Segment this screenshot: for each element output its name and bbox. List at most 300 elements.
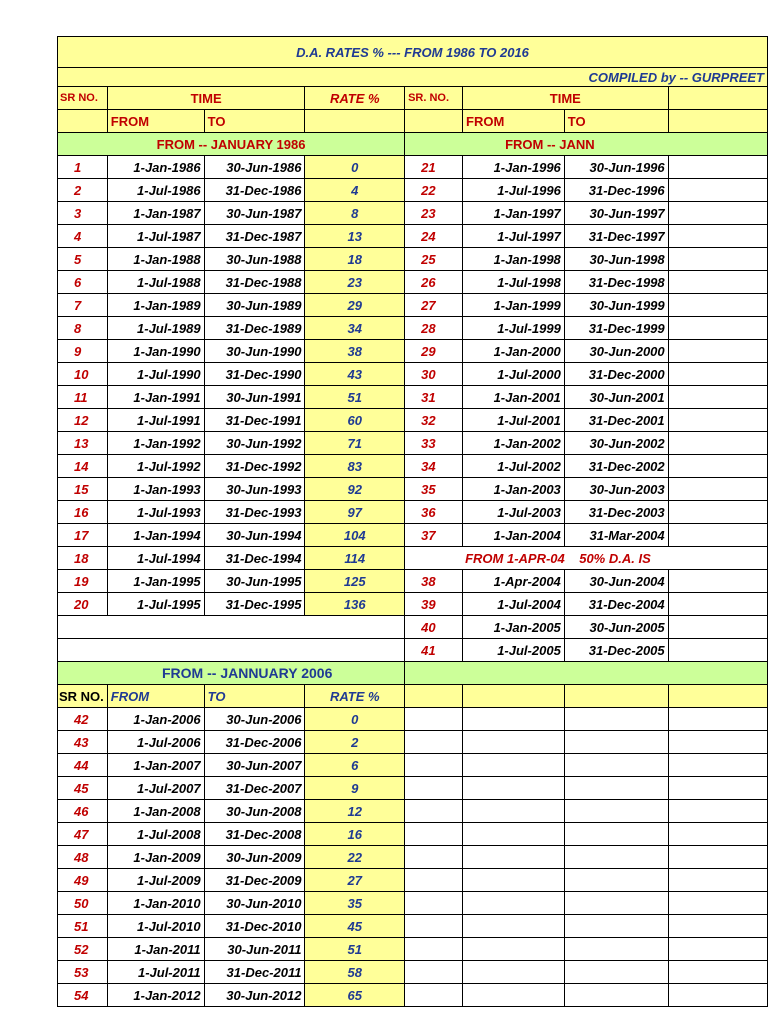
to-date: 31-Dec-1988: [204, 271, 305, 294]
from-date: 1-Jan-1999: [463, 294, 565, 317]
sr-number: 20: [58, 593, 108, 616]
to-date: 30-Jun-1996: [564, 156, 668, 179]
sr-number: 37: [405, 524, 463, 547]
sr-number: 36: [405, 501, 463, 524]
section-2006-label: FROM -- JANNUARY 2006: [58, 662, 405, 685]
from-date: 1-Jul-2001: [463, 409, 565, 432]
rate-cell: [668, 271, 767, 294]
header-sr-no: SR NO.: [58, 87, 108, 110]
to-date: 31-Dec-1994: [204, 547, 305, 570]
sr-number: 46: [58, 800, 108, 823]
sheet-title: D.A. RATES % --- FROM 1986 TO 2016: [58, 37, 768, 68]
rate-value: 43: [305, 363, 405, 386]
empty-cell: [405, 915, 463, 938]
sr-number: 9: [58, 340, 108, 363]
sr-number: 12: [58, 409, 108, 432]
sr-number: 33: [405, 432, 463, 455]
empty-cell: [668, 846, 767, 869]
da-note: FROM 1-APR-04 50% D.A. IS: [405, 547, 768, 570]
to-date: 31-Dec-2000: [564, 363, 668, 386]
from-date: 1-Jul-2009: [107, 869, 204, 892]
to-date: 30-Jun-2010: [204, 892, 305, 915]
empty-cell: [405, 846, 463, 869]
to-date: 31-Dec-1986: [204, 179, 305, 202]
rate-value: 83: [305, 455, 405, 478]
empty-cell: [668, 938, 767, 961]
sr-number: 22: [405, 179, 463, 202]
sr-number: 13: [58, 432, 108, 455]
rate-value: 104: [305, 524, 405, 547]
to-date: 31-Dec-2007: [204, 777, 305, 800]
empty-cell: [564, 823, 668, 846]
header-sr-no-2: SR. NO.: [405, 87, 463, 110]
empty-cell: [564, 777, 668, 800]
empty-cell: [668, 915, 767, 938]
empty-cell: [463, 869, 565, 892]
section-2006-row: [58, 662, 768, 685]
from-date: 1-Jan-2003: [463, 478, 565, 501]
from-date: 1-Jul-1998: [463, 271, 565, 294]
from-date: 1-Jul-1991: [107, 409, 204, 432]
sr-number: 1: [58, 156, 108, 179]
from-date: 1-Jan-2000: [463, 340, 565, 363]
from-date: 1-Jul-1988: [107, 271, 204, 294]
sr-number: 6: [58, 271, 108, 294]
empty-cell: [564, 846, 668, 869]
sr-number: 19: [58, 570, 108, 593]
to-date: 31-Dec-2003: [564, 501, 668, 524]
from-date: 1-Jan-2004: [463, 524, 565, 547]
to-date: 30-Jun-2007: [204, 754, 305, 777]
from-date: 1-Jul-2004: [463, 593, 565, 616]
from-date: 1-Jan-1993: [107, 478, 204, 501]
table-row: [58, 800, 768, 823]
rate-value: 51: [305, 938, 405, 961]
table-row: [58, 593, 768, 616]
sr-number: 4: [58, 225, 108, 248]
empty-cell: [405, 823, 463, 846]
from-date: 1-Jul-2005: [463, 639, 565, 662]
sr-number: 14: [58, 455, 108, 478]
to-date: 31-Dec-1996: [564, 179, 668, 202]
empty-cell: [564, 961, 668, 984]
to-date: 31-Dec-1999: [564, 317, 668, 340]
from-date: 1-Jul-2008: [107, 823, 204, 846]
rate-value: 9: [305, 777, 405, 800]
empty-cell: [463, 777, 565, 800]
to-date: 30-Jun-2009: [204, 846, 305, 869]
from-date: 1-Jan-2008: [107, 800, 204, 823]
subheader-sr-blank: [405, 110, 463, 133]
empty-cell: [463, 731, 565, 754]
sr-number: 11: [58, 386, 108, 409]
from-date: 1-Jan-2007: [107, 754, 204, 777]
table-row: [58, 248, 768, 271]
empty-cell: [668, 777, 767, 800]
header-sr-no: SR NO.: [58, 685, 108, 708]
to-date: 30-Jun-1998: [564, 248, 668, 271]
sr-number: 45: [58, 777, 108, 800]
sr-number: 28: [405, 317, 463, 340]
sr-number: 26: [405, 271, 463, 294]
rate-cell: [668, 179, 767, 202]
to-date: 30-Jun-1987: [204, 202, 305, 225]
to-date: 31-Dec-1990: [204, 363, 305, 386]
to-date: 31-Dec-2011: [204, 961, 305, 984]
from-date: 1-Jan-1986: [107, 156, 204, 179]
rate-value: 13: [305, 225, 405, 248]
from-date: 1-Jan-2005: [463, 616, 565, 639]
empty-cell: [463, 984, 565, 1007]
from-date: 1-Jan-1991: [107, 386, 204, 409]
rate-cell: [668, 593, 767, 616]
empty-cell: [668, 800, 767, 823]
header-time: TIME: [107, 87, 305, 110]
table-row: [58, 478, 768, 501]
rate-value: 2: [305, 731, 405, 754]
rate-value: 22: [305, 846, 405, 869]
sr-number: 41: [405, 639, 463, 662]
to-date: 31-Dec-2001: [564, 409, 668, 432]
to-date: 30-Jun-2011: [204, 938, 305, 961]
rate-value: 0: [305, 156, 405, 179]
from-date: 1-Jul-1987: [107, 225, 204, 248]
rate-value: 65: [305, 984, 405, 1007]
to-date: 30-Jun-2005: [564, 616, 668, 639]
to-date: 30-Jun-1999: [564, 294, 668, 317]
from-date: 1-Jan-2006: [107, 708, 204, 731]
from-date: 1-Jul-2003: [463, 501, 565, 524]
from-date: 1-Jan-2010: [107, 892, 204, 915]
empty-cell: [463, 892, 565, 915]
from-date: 1-Jul-2000: [463, 363, 565, 386]
empty-cell: [668, 708, 767, 731]
sr-number: 35: [405, 478, 463, 501]
to-date: 30-Jun-1997: [564, 202, 668, 225]
empty-cell: [405, 800, 463, 823]
to-date: 31-Dec-2004: [564, 593, 668, 616]
to-date: 31-Dec-1993: [204, 501, 305, 524]
from-date: 1-Jul-1989: [107, 317, 204, 340]
empty-cell: [668, 823, 767, 846]
header-blank: [405, 685, 463, 708]
sr-number: 27: [405, 294, 463, 317]
empty-cell: [668, 892, 767, 915]
from-date: 1-Jul-1990: [107, 363, 204, 386]
rate-value: 27: [305, 869, 405, 892]
rate-value: 16: [305, 823, 405, 846]
subheader-to-2: TO: [564, 110, 668, 133]
to-date: 30-Jun-2008: [204, 800, 305, 823]
table-row: [58, 317, 768, 340]
sr-number: 42: [58, 708, 108, 731]
table-row: [58, 294, 768, 317]
to-date: 30-Jun-2001: [564, 386, 668, 409]
empty-cell: [463, 915, 565, 938]
table-row: [58, 179, 768, 202]
from-date: 1-Jan-1996: [463, 156, 565, 179]
table-row: [58, 754, 768, 777]
empty-cell: [564, 754, 668, 777]
table-row: [58, 708, 768, 731]
empty-cell: [668, 731, 767, 754]
compiled-by: COMPILED by -- GURPREET: [58, 68, 768, 87]
sr-number: 29: [405, 340, 463, 363]
to-date: 31-Dec-1989: [204, 317, 305, 340]
empty-cell: [405, 938, 463, 961]
to-date: 30-Jun-2000: [564, 340, 668, 363]
from-date: 1-Jan-2012: [107, 984, 204, 1007]
section-2006-header: [58, 685, 768, 708]
rate-value: 6: [305, 754, 405, 777]
table-row: [58, 892, 768, 915]
sr-number: 23: [405, 202, 463, 225]
empty-cell: [668, 869, 767, 892]
rate-value: 97: [305, 501, 405, 524]
empty-cell: [405, 961, 463, 984]
rate-value: 4: [305, 179, 405, 202]
sr-number: 48: [58, 846, 108, 869]
header-rate: RATE %: [305, 685, 405, 708]
sr-number: 32: [405, 409, 463, 432]
table-row: [58, 501, 768, 524]
sr-number: 18: [58, 547, 108, 570]
empty-cell: [405, 869, 463, 892]
to-date: 30-Jun-1992: [204, 432, 305, 455]
sr-number: 3: [58, 202, 108, 225]
empty-cell: [463, 938, 565, 961]
empty-cell: [564, 708, 668, 731]
from-date: 1-Jul-1993: [107, 501, 204, 524]
header-rate: RATE %: [305, 87, 405, 110]
rate-cell: [668, 202, 767, 225]
section-2006-blank: [405, 662, 768, 685]
table-row: [58, 202, 768, 225]
header-blank: [463, 685, 565, 708]
empty-cell: [463, 800, 565, 823]
sr-number: 31: [405, 386, 463, 409]
section-1986-label: FROM -- JANUARY 1986: [58, 133, 405, 156]
subheader-blank: [58, 110, 108, 133]
header-blank: [668, 87, 767, 110]
header-time-2: TIME: [463, 87, 669, 110]
empty-cell: [405, 731, 463, 754]
rate-value: 35: [305, 892, 405, 915]
rate-cell: [668, 524, 767, 547]
rate-cell: [668, 432, 767, 455]
table-row: [58, 846, 768, 869]
to-date: 30-Jun-1994: [204, 524, 305, 547]
empty-cell: [564, 938, 668, 961]
to-date: 31-Dec-2008: [204, 823, 305, 846]
empty-cell: [405, 708, 463, 731]
rate-value: 71: [305, 432, 405, 455]
table-row: [58, 409, 768, 432]
from-date: 1-Jan-1989: [107, 294, 204, 317]
empty-cell: [564, 915, 668, 938]
from-date: 1-Jul-2002: [463, 455, 565, 478]
sr-number: 7: [58, 294, 108, 317]
rate-value: 136: [305, 593, 405, 616]
from-date: 1-Apr-2004: [463, 570, 565, 593]
rate-value: 12: [305, 800, 405, 823]
table-row: [58, 547, 768, 570]
header-blank: [668, 685, 767, 708]
table-row: [58, 616, 768, 639]
sr-number: 15: [58, 478, 108, 501]
table-row: [58, 777, 768, 800]
empty-cell: [463, 754, 565, 777]
to-date: 30-Jun-1988: [204, 248, 305, 271]
rate-value: 58: [305, 961, 405, 984]
from-date: 1-Jul-2007: [107, 777, 204, 800]
rate-cell: [668, 409, 767, 432]
table-row: [58, 570, 768, 593]
sr-number: 16: [58, 501, 108, 524]
table-row: [58, 271, 768, 294]
rate-cell: [668, 455, 767, 478]
to-date: 31-Mar-2004: [564, 524, 668, 547]
sr-number: 2: [58, 179, 108, 202]
to-date: 31-Dec-1991: [204, 409, 305, 432]
empty-cell: [564, 731, 668, 754]
rate-value: 34: [305, 317, 405, 340]
from-date: 1-Jul-1999: [463, 317, 565, 340]
rate-value: 51: [305, 386, 405, 409]
table-row: [58, 225, 768, 248]
rate-value: 29: [305, 294, 405, 317]
rate-cell: [668, 363, 767, 386]
sr-number: 24: [405, 225, 463, 248]
from-date: 1-Jan-1987: [107, 202, 204, 225]
rate-value: 45: [305, 915, 405, 938]
empty-cell: [668, 984, 767, 1007]
subheader-blank-2: [668, 110, 767, 133]
empty-cell: [564, 892, 668, 915]
empty-cell: [668, 961, 767, 984]
table-row: [58, 386, 768, 409]
to-date: 31-Dec-1987: [204, 225, 305, 248]
sr-number: 8: [58, 317, 108, 340]
rate-value: 92: [305, 478, 405, 501]
empty-cell: [668, 754, 767, 777]
sr-number: 30: [405, 363, 463, 386]
rate-value: 18: [305, 248, 405, 271]
subheader-from-2: FROM: [463, 110, 565, 133]
rate-cell: [668, 478, 767, 501]
empty-cell: [463, 823, 565, 846]
rate-cell: [668, 340, 767, 363]
sr-number: 25: [405, 248, 463, 271]
table-row: [58, 961, 768, 984]
rate-value: 23: [305, 271, 405, 294]
empty-cell: [405, 777, 463, 800]
table-row: [58, 432, 768, 455]
table-row: [58, 639, 768, 662]
from-date: 1-Jan-1992: [107, 432, 204, 455]
sr-number: 54: [58, 984, 108, 1007]
to-date: 30-Jun-1991: [204, 386, 305, 409]
from-date: 1-Jul-2010: [107, 915, 204, 938]
from-date: 1-Jan-1997: [463, 202, 565, 225]
subheader-from: FROM: [107, 110, 204, 133]
from-date: 1-Jul-1995: [107, 593, 204, 616]
rate-value: 60: [305, 409, 405, 432]
to-date: 31-Dec-2006: [204, 731, 305, 754]
sr-number: 51: [58, 915, 108, 938]
sr-number: 38: [405, 570, 463, 593]
table-row: [58, 984, 768, 1007]
to-date: 31-Dec-2009: [204, 869, 305, 892]
from-date: 1-Jul-1997: [463, 225, 565, 248]
empty-cell: [58, 639, 405, 662]
from-date: 1-Jan-2001: [463, 386, 565, 409]
from-date: 1-Jan-1990: [107, 340, 204, 363]
to-date: 31-Dec-1995: [204, 593, 305, 616]
from-date: 1-Jan-2011: [107, 938, 204, 961]
subheader-rate-blank: [305, 110, 405, 133]
table-row: [58, 455, 768, 478]
sr-number: 49: [58, 869, 108, 892]
da-rates-table: [57, 36, 768, 1007]
to-date: 30-Jun-1990: [204, 340, 305, 363]
to-date: 30-Jun-1989: [204, 294, 305, 317]
to-date: 31-Dec-1997: [564, 225, 668, 248]
from-date: 1-Jul-1994: [107, 547, 204, 570]
rate-cell: [668, 225, 767, 248]
from-date: 1-Jan-1995: [107, 570, 204, 593]
table-row: [58, 823, 768, 846]
sr-number: 43: [58, 731, 108, 754]
empty-cell: [405, 754, 463, 777]
from-date: 1-Jan-1998: [463, 248, 565, 271]
rate-value: 125: [305, 570, 405, 593]
from-date: 1-Jan-1988: [107, 248, 204, 271]
empty-cell: [463, 708, 565, 731]
rate-cell: [668, 570, 767, 593]
table-row: [58, 938, 768, 961]
table-row: [58, 340, 768, 363]
header-blank: [564, 685, 668, 708]
empty-cell: [564, 984, 668, 1007]
empty-cell: [405, 892, 463, 915]
sr-number: 47: [58, 823, 108, 846]
empty-cell: [564, 869, 668, 892]
from-date: 1-Jul-2006: [107, 731, 204, 754]
to-date: 30-Jun-2006: [204, 708, 305, 731]
rate-value: 38: [305, 340, 405, 363]
empty-cell: [58, 616, 405, 639]
rate-cell: [668, 317, 767, 340]
to-date: 30-Jun-1986: [204, 156, 305, 179]
sr-number: 50: [58, 892, 108, 915]
sr-number: 5: [58, 248, 108, 271]
from-date: 1-Jan-2002: [463, 432, 565, 455]
to-date: 30-Jun-2003: [564, 478, 668, 501]
from-date: 1-Jul-1992: [107, 455, 204, 478]
to-date: 31-Dec-1998: [564, 271, 668, 294]
sr-number: 53: [58, 961, 108, 984]
sr-number: 40: [405, 616, 463, 639]
empty-cell: [463, 846, 565, 869]
sr-number: 34: [405, 455, 463, 478]
header-from: FROM: [107, 685, 204, 708]
rate-cell: [668, 639, 767, 662]
rate-value: 8: [305, 202, 405, 225]
from-date: 1-Jan-1994: [107, 524, 204, 547]
sr-number: 17: [58, 524, 108, 547]
empty-cell: [564, 800, 668, 823]
